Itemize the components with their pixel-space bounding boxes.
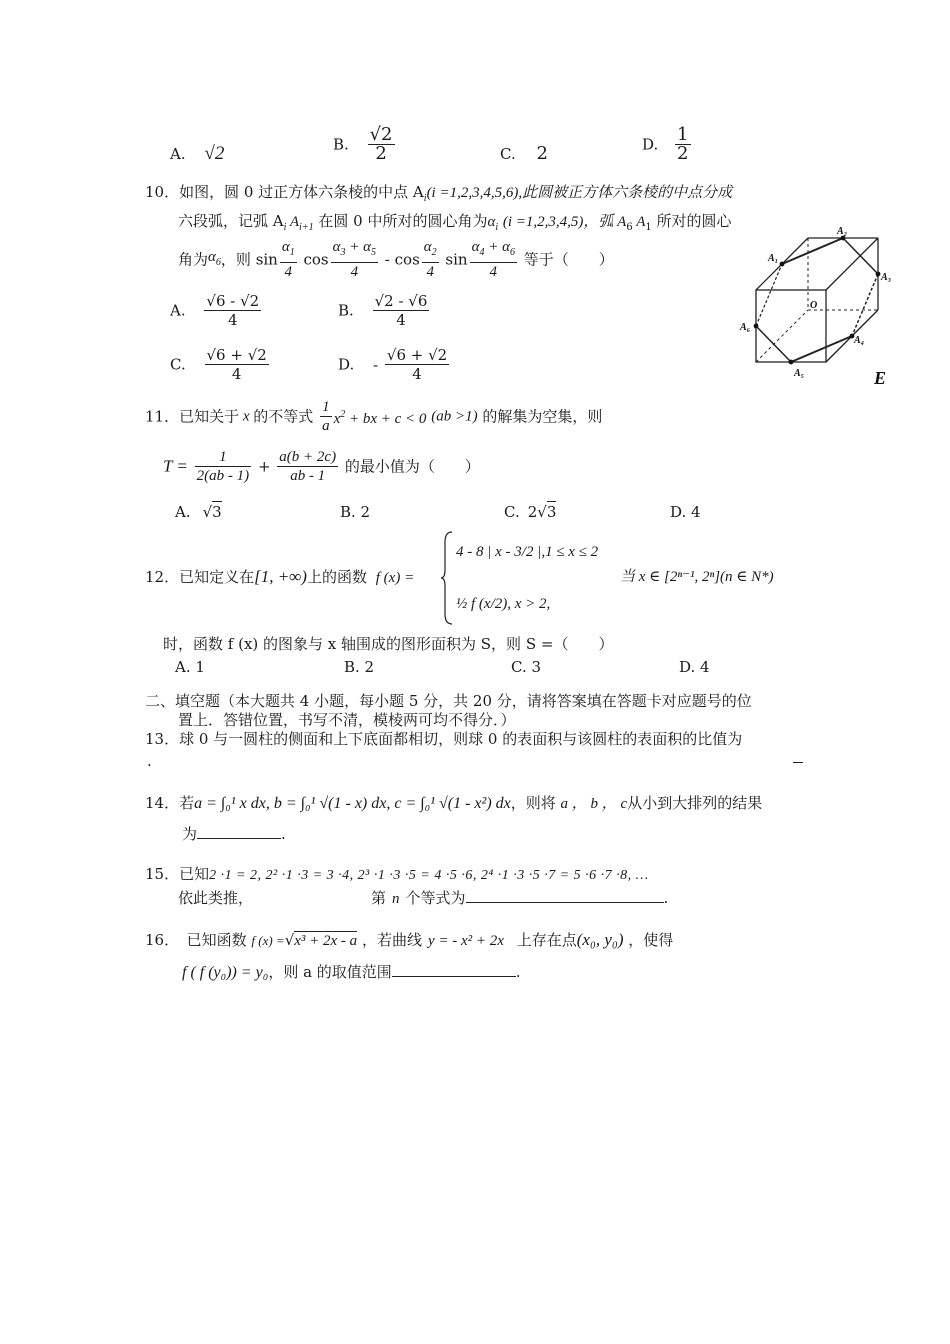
- q11-line1: 11．已知关于 x 的不等式 $\frac{1}{a}$ $x^2$ + bx + c < 0 (ab >1) 的解集为空集，则: [145, 399, 603, 434]
- q14-line2: 为 .: [182, 825, 286, 843]
- corner-mark: E: [874, 368, 887, 388]
- q10-option-d: D. - $\frac{√6 + √2}{4}$: [338, 346, 448, 383]
- q10-line1: 10．如图，圆 0 过正方体六条棱的中点 $A_i(i =1,2,3,4,5,6)$,此圆被正方体六条棱的中点分成: [145, 183, 733, 204]
- q10-line2: 六段弧，记弧 $A_i$ $A_{i+1}$ 在圆 0 中所对的圆心角为$\alpha_i$ (i =1,2,3,4,5)，弧 $A_6$ $A_1$ 所对的圆心: [178, 212, 732, 233]
- label-a1: A₁: [768, 253, 779, 264]
- q16-line1: 16． 已知函数 f (x) =√x³ + 2x - a ，若曲线 y = - x² + 2x 上存在点(x₀, y₀) ，使得: [145, 930, 674, 949]
- q13-text: 13．球 0 与一圆柱的侧面和上下底面都相切，则球 0 的表面积与该圆柱的表面积的比值为: [145, 730, 743, 748]
- q12-line1: 12．已知定义在[1, +∞)上的函数 f (x) =: [145, 567, 415, 586]
- label-a5: A₅: [794, 368, 805, 379]
- label-a2: A₂: [837, 226, 848, 237]
- q9-option-b: B. $\frac{√2}{2}$: [333, 124, 393, 164]
- section2-heading-line2: 置上．答错位置，书写不清，模棱两可均不得分．）: [178, 711, 516, 729]
- q11-line2: T = $\frac{1}{2(ab - 1)}$ + $\frac{a(b + 2c)}{ab - 1}$ 的最小值为（ ）: [163, 449, 480, 484]
- q11-option-a: A. √3: [175, 503, 222, 521]
- q12-line2: 时，函数 f (x) 的图象与 x 轴围成的图形面积为 S，则 S =（ ）: [163, 635, 614, 653]
- q16-line2: f ( f (y₀)) = y₀，则 a 的取值范围 .: [182, 963, 521, 981]
- q12-option-c: C. 3: [511, 658, 542, 676]
- q10-option-c: C. $\frac{√6 + √2}{4}$: [170, 346, 267, 383]
- q13-dot: .: [147, 752, 152, 770]
- q12-case1: 4 - 8 | x - 3/2 |,1 ≤ x ≤ 2: [456, 544, 599, 560]
- q9-option-a: A. √2: [170, 143, 225, 164]
- q10-option-a: A. $\frac{√6 - √2}{4}$: [170, 292, 260, 329]
- q15-answer-blank: [466, 888, 664, 903]
- q11-option-b: B. 2: [340, 503, 371, 521]
- label-a4: A₄: [854, 335, 865, 346]
- q12-when: 当 x ∈ [2ⁿ⁻¹, 2ⁿ](n ∈ N*): [620, 569, 774, 585]
- q14-line1: 14．若a = ∫₀¹ x dx, b = ∫₀¹ √(1 - x) dx, c = ∫₀¹ √(1 - x²) dx，则将 a ， b ， c从小到大排列的结果: [145, 794, 763, 812]
- q16-answer-blank: [392, 962, 516, 977]
- label-a6: A₆: [740, 322, 751, 333]
- section2-heading-line1: 二、填空题（本大题共 4 小题，每小题 5 分，共 20 分，请将答案填在答题卡对应题号的位: [145, 692, 752, 710]
- q9-option-c: C. 2: [500, 143, 548, 164]
- q11-option-d: D. 4: [670, 503, 701, 521]
- brace-icon: [440, 530, 454, 626]
- q15-line2: 依此类推，: [178, 889, 254, 907]
- q12-option-a: A. 1: [175, 658, 205, 676]
- q12-option-b: B. 2: [344, 658, 375, 676]
- q13-answer-blank: [793, 762, 803, 763]
- label-o: O: [810, 300, 818, 311]
- q10-line3: 角为$\alpha_6$，则 sin $\frac{\alpha_1}{4}$ cos $\frac{\alpha_3 + \alpha_5}{4}$ - cos $\frac{\alpha_2}{4}$ sin $\frac{\alpha_4 + \alpha_6}{4}$ 等于（ ）: [178, 239, 614, 280]
- q15-line1: 15．已知2 ·1 = 2, 2² ·1 ·3 = 3 ·4, 2³ ·1 ·3 ·5 = 4 ·5 ·6, 2⁴ ·1 ·3 ·5 ·7 = 5 ·6 ·7 ·8, …: [145, 865, 649, 883]
- q14-answer-blank: [197, 824, 281, 839]
- label-a3: A₃: [881, 272, 892, 283]
- q9-option-d: D. $\frac{1}{2}$: [642, 124, 689, 164]
- q15-line2-right: 第 n 个等式为 .: [371, 889, 669, 907]
- q12-case2: ½ f (x/2), x > 2,: [456, 596, 551, 612]
- q10-option-b: B. $\frac{√2 - √6}{4}$: [338, 292, 428, 329]
- q12-option-d: D. 4: [679, 658, 710, 676]
- q11-option-c: C. 2√3: [504, 503, 557, 521]
- cube-figure: [736, 222, 906, 390]
